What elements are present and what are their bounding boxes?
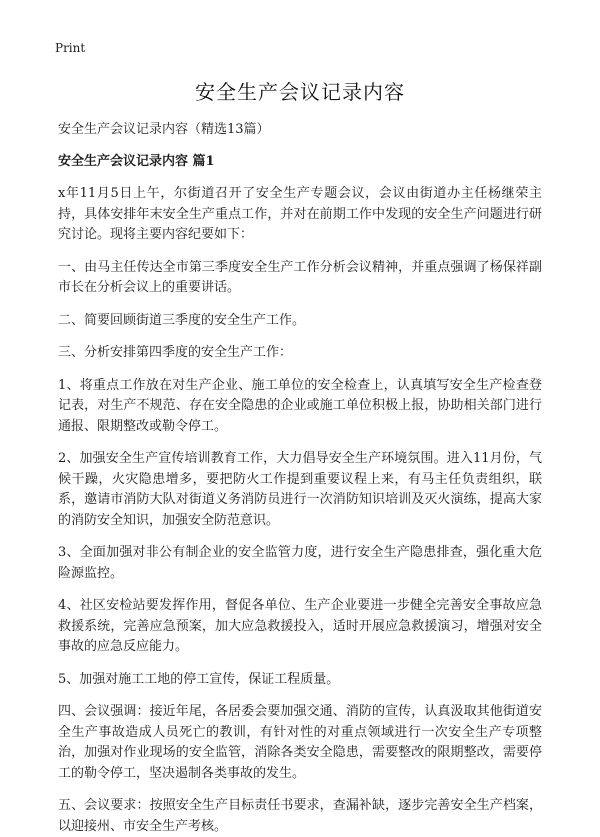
paragraph-item-4: 四、会议强调：接近年尾，各居委会要加强交通、消防的宣传，认真汲取其他街道安全生产事故造成人员死亡的教训，有针对性的对重点领域进行一次安全生产专项整治，加强对作业现场的安全监管，消除各类安全隐患，需要整改的限期整改，需要停工的勒令停工，坚决遏制各类事故的发生。 [58, 704, 542, 781]
page-title: 安全生产会议记录内容 [195, 80, 405, 104]
paragraph-subitem-5: 5、加强对施工工地的停工宣传，保证工程质量。 [58, 671, 340, 687]
print-link[interactable]: Print [55, 41, 86, 55]
section-heading: 安全生产会议记录内容 篇1 [58, 154, 215, 169]
paragraph-subitem-1: 1、将重点工作放在对生产企业、施工单位的安全检查上，认真填写安全生产检查登记表，对生产不规范、存在安全隐患的企业或施工单位积极上报，协助相关部门进行通报、限期整改或勒令停工。 [58, 377, 542, 434]
paragraph-subitem-4: 4、社区安检站要发挥作用，督促各单位、生产企业要进一步健全完善安全事故应急救援系统，完善应急预案，加大应急救援投入，适时开展应急救援演习，增强对安全事故的应急反应能力。 [58, 598, 542, 654]
paragraph-item-1: 一、由马主任传达全市第三季度安全生产工作分析会议精神，并重点强调了杨保祥副市长在分析会议上的重要讲话。 [58, 259, 542, 295]
paragraph-subitem-2: 2、加强安全生产宣传培训教育工作，大力倡导安全生产环境氛围。进入11月份，气候干躁，火灾隐患增多，要把防火工作提到重要议程上来，有马主任负责组织，联系，邀请市消防大队对街道义务消防员进行一次消防知识培训及灭火演练，提高大家的消防安全知识，加强安全防范意识。 [58, 451, 542, 528]
paragraph-subitem-3: 3、全面加强对非公有制企业的安全监管力度，进行安全生产隐患排查，强化重大危险源监控。 [58, 545, 542, 581]
paragraph-item-5: 五、会议要求：按照安全生产目标责任书要求，查漏补缺，逐步完善安全生产档案，以迎接州、市安全生产考核。 [58, 798, 542, 834]
paragraph-item-3: 三、分析安排第四季度的安全生产工作： [58, 345, 293, 360]
paragraph-intro: x年11月5日上午，尔街道召开了安全生产专题会议，会议由街道办主任杨继荣主持，具体安排年末安全生产重点工作，并对在前期工作中发现的安全生产问题进行研究讨论。现将主要内容纪要如下： [58, 186, 542, 242]
paragraph-item-2: 二、简要回顾街道三季度的安全生产工作。 [58, 312, 306, 328]
document-subtitle: 安全生产会议记录内容（精选13篇） [58, 122, 270, 137]
